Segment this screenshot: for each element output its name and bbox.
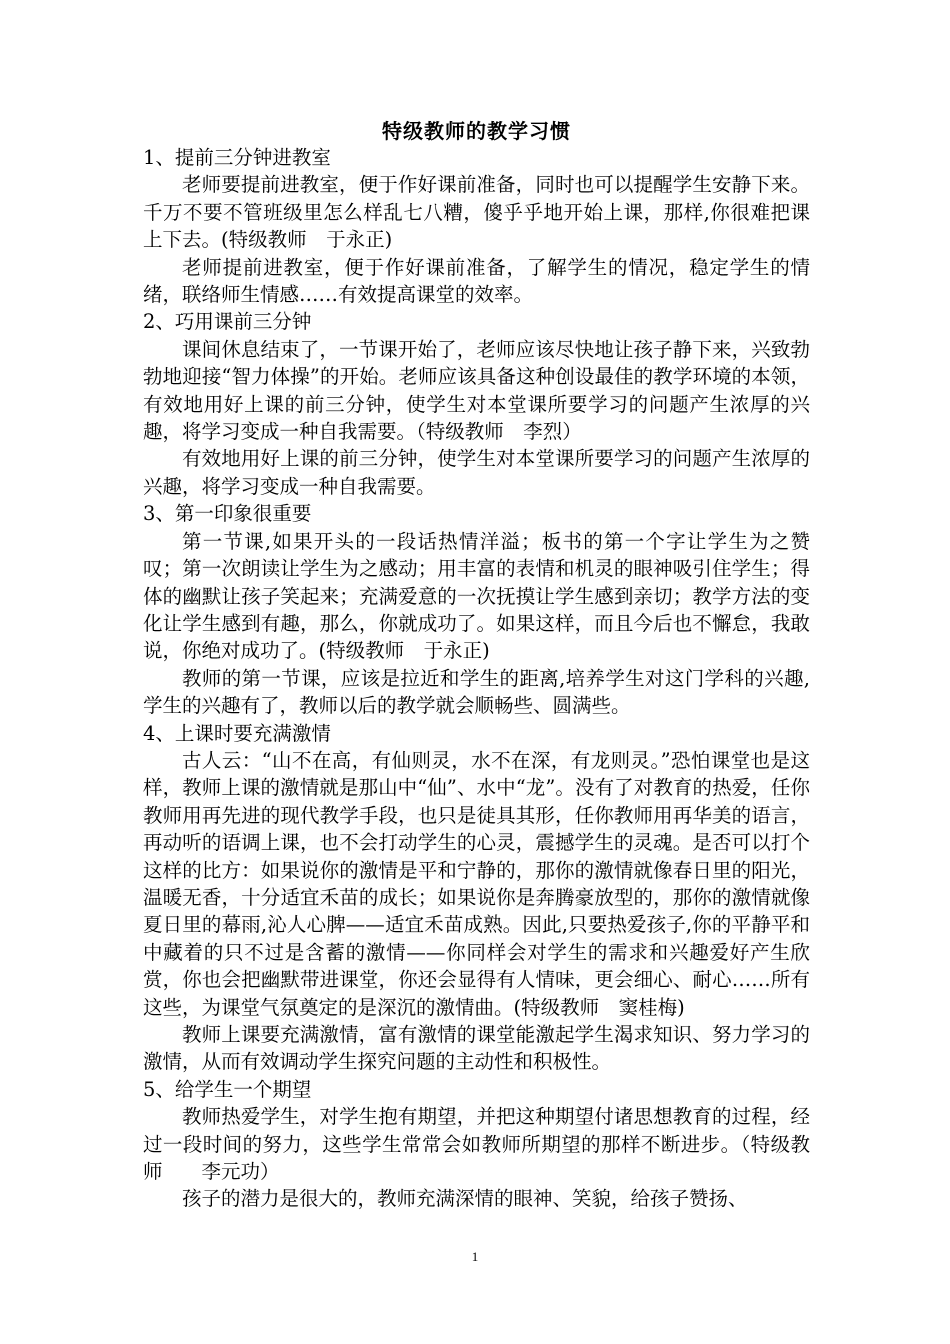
section-heading: 5、给学生一个期望 — [143, 1077, 312, 1101]
section-heading: 2、巧用课前三分钟 — [143, 310, 312, 334]
section-heading: 3、第一印象很重要 — [143, 502, 312, 526]
section-paragraph: 课间休息结束了，一节课开始了，老师应该尽快地让孩子静下来，兴致勃勃地迎接“智力体操”的开始。老师应该具备这种创设最佳的教学环境的本领，有效地用好上课的前三分钟，使学生对本堂课所要学习的问题产生浓厚的兴趣，将学习变成一种自我需要。（特级教师 李烈） — [143, 337, 810, 444]
document-title: 特级教师的教学习惯 — [382, 119, 571, 143]
section-paragraph: 教师的第一节课，应该是拉近和学生的距离,培养学生对这门学科的兴趣,学生的兴趣有了，教师以后的教学就会顺畅些、圆满些。 — [143, 666, 810, 718]
section-paragraph: 老师提前进教室，便于作好课前准备，了解学生的情况，稳定学生的情绪，联络师生情感……有效提高课堂的效率。 — [143, 255, 810, 307]
document-body — [143, 144, 810, 1213]
section-paragraph: 古人云：“山不在高，有仙则灵，水不在深，有龙则灵。”恐怕课堂也是这样，教师上课的激情就是那山中“仙”、水中“龙”。没有了对教育的热爱，任你教师用再先进的现代教学手段，也只是徒具其形，任你教师用再华美的语言，再动听的语调上课，也不会打动学生的心灵，震撼学生的灵魂。是否可以打个这样的比方：如果说你的激情是平和宁静的，那你的激情就像春日里的阳光，温暖无香，十分适宜禾苗的成长；如果说你是奔腾豪放型的，那你的激情就像夏日里的幕雨,沁人心脾——适宜禾苗成熟。因此,只要热爱孩子,你的平静平和中藏着的只不过是含蓄的激情——你同样会对学生的需求和兴趣爱好产生欣赏，你也会把幽默带进课堂，你还会显得有人情味，更会细心、耐心……所有这些，为课堂气氛奠定的是深沉的激情曲。(特级教师 窦桂梅) — [143, 748, 810, 1019]
section-heading: 4、上课时要充满激情 — [143, 721, 331, 745]
section-paragraph: 第一节课,如果开头的一段话热情洋溢；板书的第一个字让学生为之赞叹；第一次朗读让学生为之感动；用丰富的表情和机灵的眼神吸引住学生；得体的幽默让孩子笑起来；充满爱意的一次抚摸让学生感到亲切；教学方法的变化让学生感到有趣，那么，你就成功了。如果这样，而且今后也不懈怠，我敢说，你绝对成功了。(特级教师 于永正) — [143, 529, 810, 663]
section-paragraph: 孩子的潜力是很大的，教师充满深情的眼神、笑貌，给孩子赞扬、 — [182, 1187, 748, 1211]
section-paragraph: 老师要提前进教室，便于作好课前准备，同时也可以提醒学生安静下来。千万不要不管班级里怎么样乱七八糟，傻乎乎地开始上课，那样,你很难把课上下去。(特级教师 于永正) — [143, 173, 810, 252]
section-paragraph: 教师上课要充满激情，富有激情的课堂能激起学生渴求知识、努力学习的激情，从而有效调动学生探究问题的主动性和积极性。 — [143, 1023, 810, 1074]
section-heading: 1、提前三分钟进教室 — [143, 146, 331, 169]
section-paragraph: 教师热爱学生，对学生抱有期望，并把这种期望付诸思想教育的过程，经过一段时间的努力，这些学生常常会如教师所期望的那样不断进步。（特级教师 李元功） — [143, 1105, 810, 1184]
section-paragraph: 有效地用好上课的前三分钟，使学生对本堂课所要学习的问题产生浓厚的兴趣，将学习变成一种自我需要。 — [143, 447, 810, 498]
page-number: 1 — [471, 1249, 479, 1264]
